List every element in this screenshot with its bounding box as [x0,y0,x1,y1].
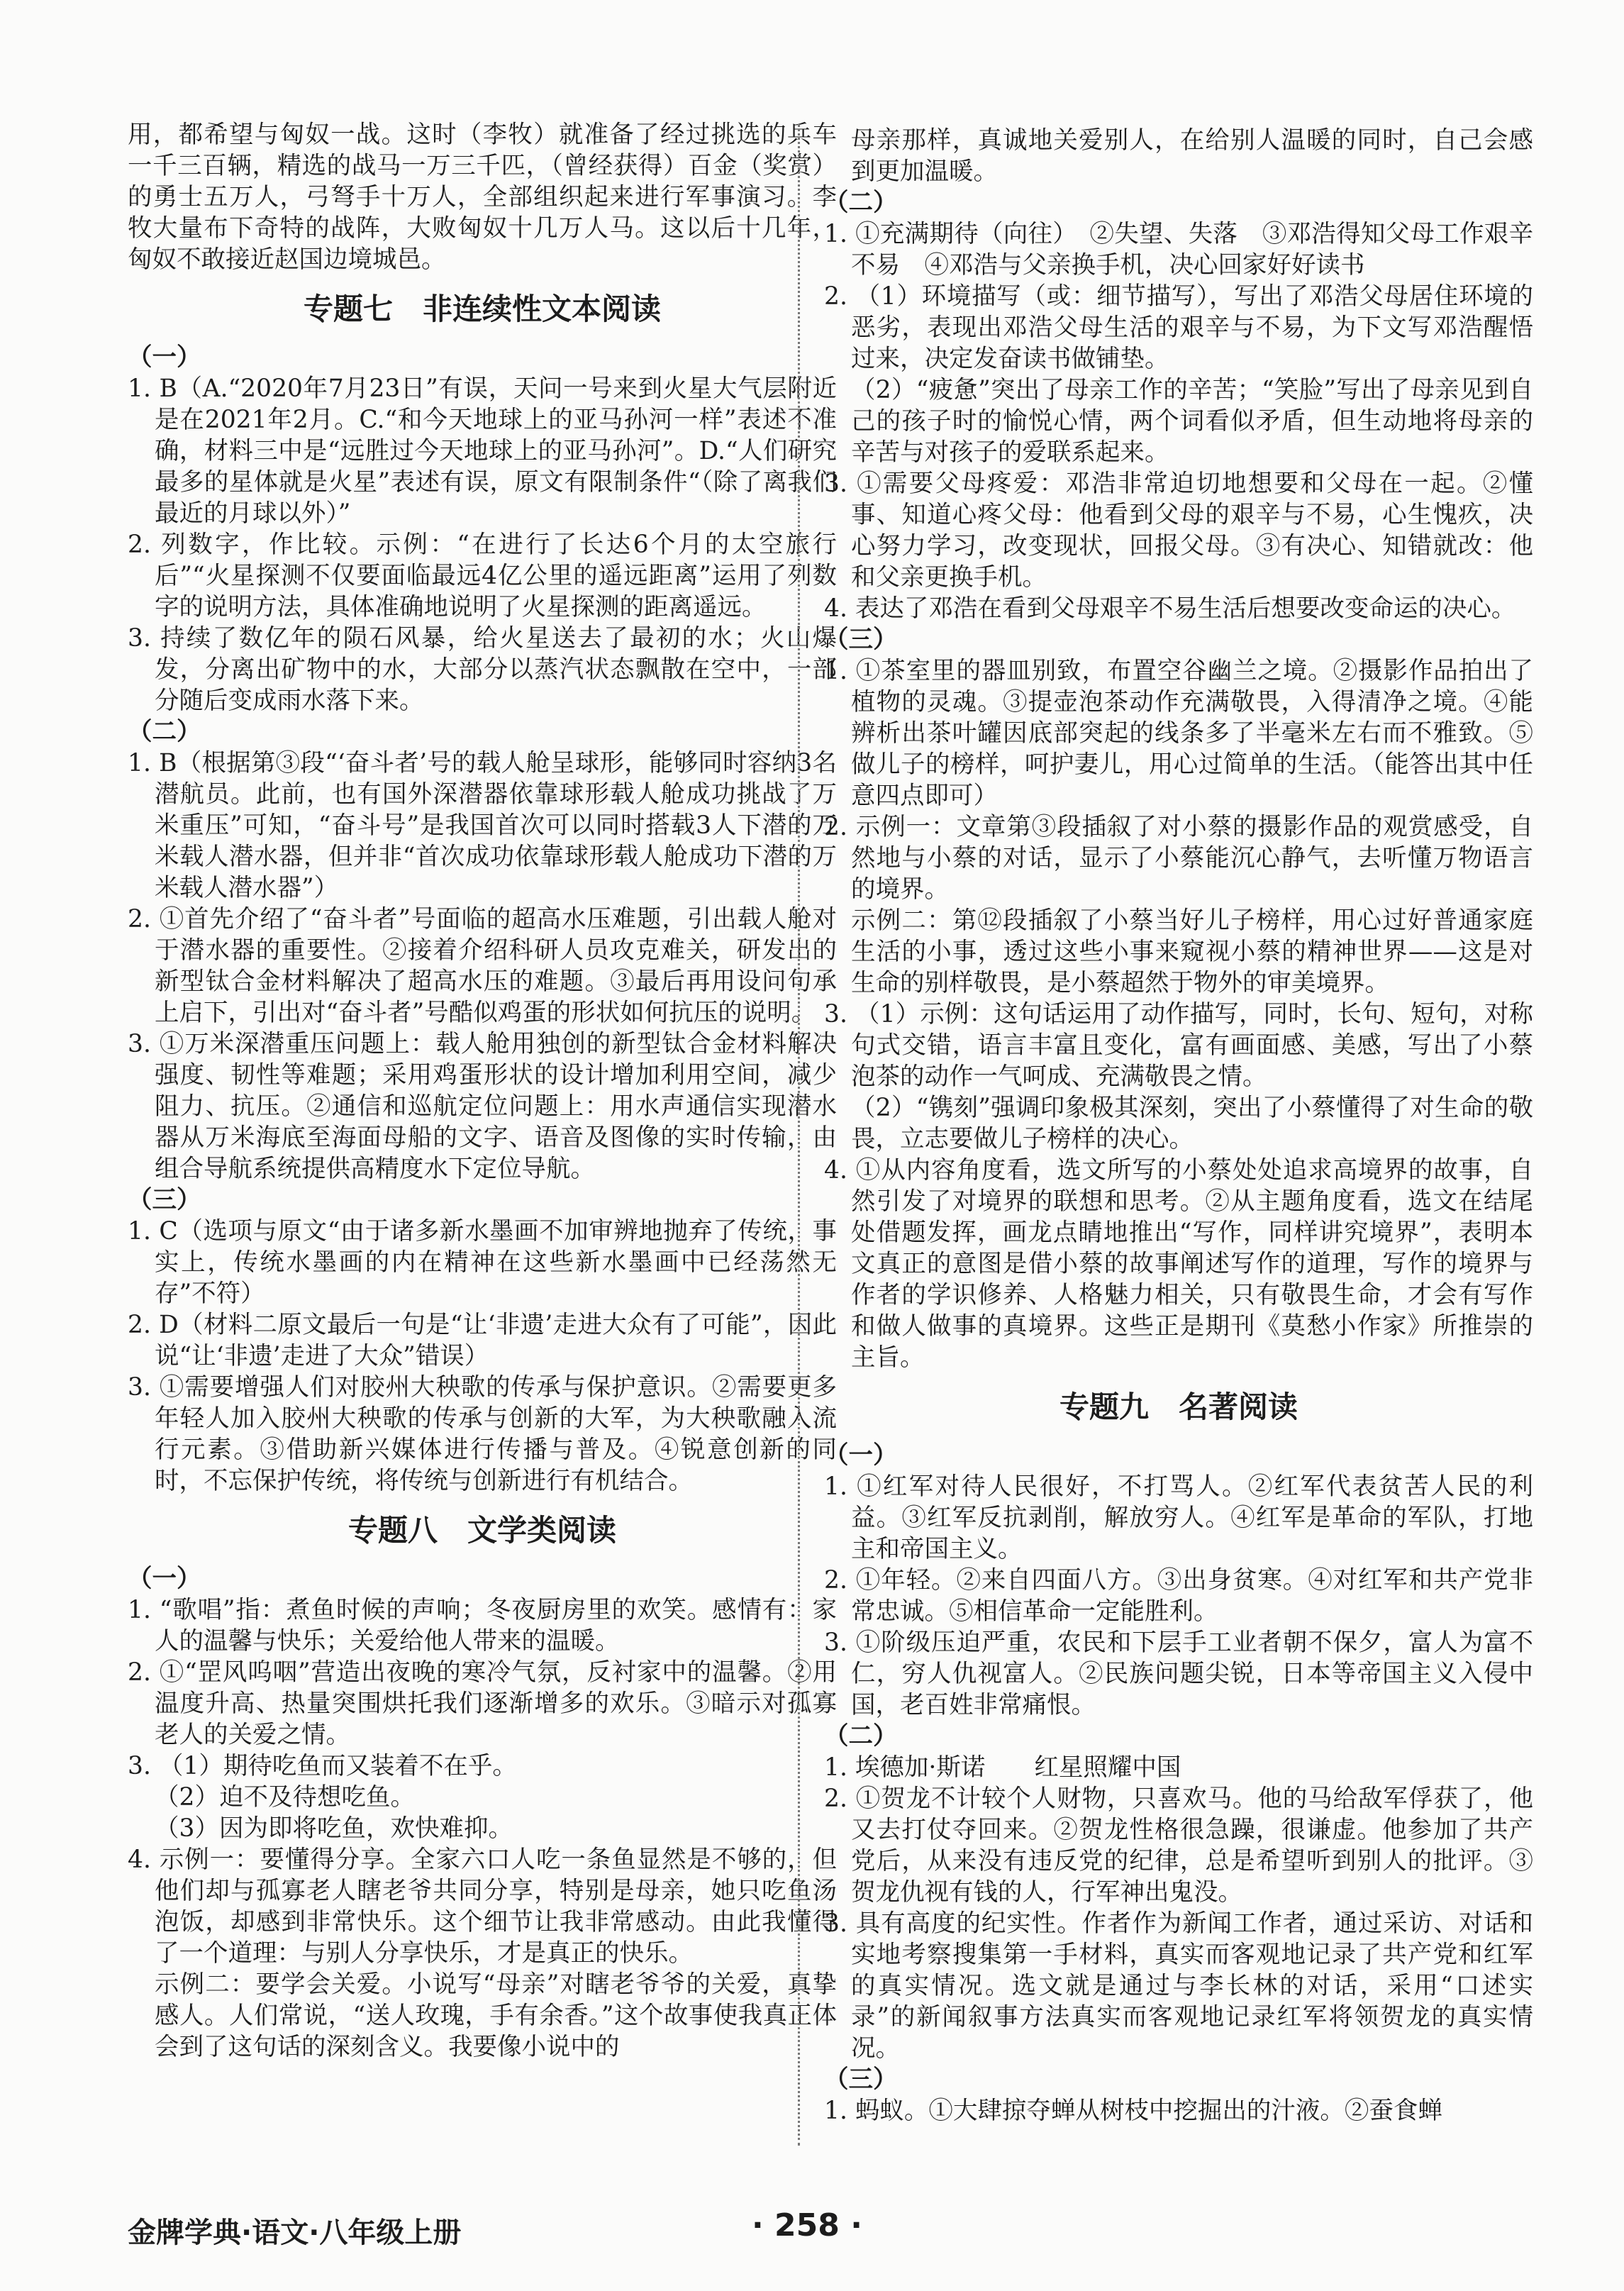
answer-item: 4. ①从内容角度看，选文所写的小蔡处处追求高境界的故事，自然引发了对境界的联想和思考。②从主题角度看，选文在结尾处借题发挥，画龙点睛地推出“写作，同样讲究境界”，表明本文真正的意图是借小蔡的故事阐述写作的道理，写作的境界与作者的学识修养、人格魅力相关，只有敬畏生命，才会有写作和做人做事的真境界。这些正是期刊《莫愁小作家》所推崇的主旨。 [824,1156,1533,1372]
part-label: （三） [128,1186,201,1214]
answer-item: 1. 埃德加·斯诺 红星照耀中国 [824,1753,1181,1782]
answer-item: 1. ①茶室里的器皿别致，布置空谷幽兰之境。②摄影作品拍出了植物的灵魂。③提壶泡茶动作充满敬畏，入得清净之境。④能辨析出茶叶罐因底部突起的线条多了半毫米左右而不雅致。⑤做儿子的榜样，呵护妻儿，用心过简单的生活。（能答出其中任意四点即可） [824,657,1533,810]
answer-item: 3. 具有高度的纪实性。作者作为新闻工作者，通过采访、对话和实地考察搜集第一手材料，真实而客观地记录了共产党和红军的真实情况。选文就是通过与李长林的对话，采用“口述实录”的新闻叙事方法真实而客观地记录红军将领贺龙的真实情况。 [824,1909,1533,2063]
answer-item: 2. D（材料二原文最后一句是“让‘非遗’走进大众有了可能”，因此说“让‘非遗’走进了大众”错误） [128,1311,837,1370]
answer-item: 3. （1）期待吃鱼而又装着不在乎。 [128,1752,517,1780]
part-label: （三） [824,626,898,654]
answer-item: 1. C（选项与原文“由于诸多新水墨画不加审辨地抛弃了传统，事实上，传统水墨画的内在精神在这些新水墨画中已经荡然无存”不符） [128,1217,837,1308]
footer-book-title: 金牌学典·语文·八年级上册 [128,2217,462,2249]
section-heading-8: 专题八 文学类阅读 [347,1513,616,1548]
answer-item: 3. ①需要增强人们对胶州大秧歌的传承与保护意识。②需要更多年轻人加入胶州大秧歌的传承与创新的大军，为大秧歌融入流行元素。③借助新兴媒体进行传播与普及。④锐意创新的同时，不忘保护传统，将传统与创新进行有机结合。 [128,1373,837,1495]
answer-item: 1. B（根据第③段“‘奋斗者’号的载人舱呈球形，能够同时容纳3名潜航员。此前，也有国外深潜器依靠球形载人舱成功挑战了万米重压”可知，“奋斗号”是我国首次可以同时搭载3人下潜的万米载人潜水器，但并非“首次成功依靠球形载人舱成功下潜的万米载人潜水器”） [128,749,837,902]
part-label: （一） [128,343,201,372]
part-label: （一） [824,1441,898,1470]
part-label: （二） [128,718,201,746]
column-divider [798,124,800,2146]
answer-item: （2）“镌刻”强调印象极其深刻，突出了小蔡懂得了对生命的敬畏，立志要做儿子榜样的决心。 [851,1094,1533,1153]
answer-item: 3. ①万米深潜重压问题上：载人舱用独创的新型钛合金材料解决强度、韧性等难题；采用鸡蛋形状的设计增加利用空间，减少阻力、抗压。②通信和巡航定位问题上：用水声通信实现潜水器从万米海底至海面母船的文字、语音及图像的实时传输，由组合导航系统提供高精度水下定位导航。 [128,1030,837,1183]
right-column [824,125,1533,2126]
answer-item: 3. （1）示例：这句话运用了动作描写，同时，长句、短句，对称句式交错，语言丰富且变化，富有画面感、美感，写出了小蔡泡茶的动作一气呵成、充满敬畏之情。 [824,1000,1533,1091]
answer-item: 1. 蚂蚁。①大肆掠夺蝉从树枝中挖掘出的汁液。②蚕食蝉 [824,2097,1442,2125]
left-column [128,119,837,2063]
section-heading-7: 专题七 非连续性文本阅读 [303,292,661,326]
answer-item: 3. 持续了数亿年的陨石风暴，给火星送去了最初的水；火山爆发，分离出矿物中的水，大部分以蒸汽状态飘散在空中，一部分随后变成雨水落下来。 [128,624,837,715]
part-label: （二） [824,1722,898,1751]
answer-item: 1. ①充满期待（向往） ②失望、失落 ③邓浩得知父母工作艰辛不易 ④邓浩与父亲换手机，决心回家好好读书 [824,220,1533,279]
answer-item: （3）因为即将吃鱼，欢快难抑。 [155,1814,513,1843]
answer-item: 4. 表达了邓浩在看到父母艰辛不易生活后想要改变命运的决心。 [824,594,1516,623]
answer-item: 1. ①红军对待人民很好，不打骂人。②红军代表贫苦人民的利益。③红军反抗剥削，解放穷人。④红军是革命的军队，打地主和帝国主义。 [824,1472,1533,1563]
section-heading-9: 专题九 名著阅读 [1059,1389,1298,1424]
part-label: （一） [128,1565,201,1593]
answer-item: 1. B（A.“2020年7月23日”有误，天问一号来到火星大气层附近是在2021年2月。C.“和今天地球上的亚马孙河一样”表述不准确，材料三中是“远胜过今天地球上的亚马孙河”。D.“人们研究最多的星体就是火星”表述有误，原文有限制条件“（除了离我们最近的月球以外）” [128,375,837,528]
answer-item: （2）“疲惫”突出了母亲工作的辛苦；“笑脸”写出了母亲见到自己的孩子时的愉悦心情，两个词看似矛盾，但生动地将母亲的辛苦与对孩子的爱联系起来。 [851,376,1533,467]
answer-item: 2. 示例一：文章第③段插叙了对小蔡的摄影作品的观赏感受，自然地与小蔡的对话，显示了小蔡能沉心静气，去听懂万物语言的境界。 [824,813,1533,904]
answer-item: 2. （1）环境描写（或：细节描写），写出了邓浩父母居住环境的恶劣，表现出邓浩父母生活的艰辛与不易，为下文写邓浩醒悟过来，决定发奋读书做铺垫。 [824,282,1533,373]
answer-item: 3. ①需要父母疼爱：邓浩非常迫切地想要和父母在一起。②懂事、知道心疼父母：他看到父母的艰辛与不易，心生愧疚，决心努力学习，改变现状，回报父母。③有决心、知错就改：他和父亲更换手机。 [824,470,1533,592]
part-label: （三） [824,2065,898,2094]
answer-item: 2. ①首先介绍了“奋斗者”号面临的超高水压难题，引出载人舱对于潜水器的重要性。②接着介绍科研人员攻克难关，研发出的新型钛合金材料解决了超高水压的难题。③最后再用设问句承上启下，引出对“奋斗者”号酷似鸡蛋的形状如何抗压的说明。 [128,905,837,1027]
answer-item: 2. 列数字，作比较。示例：“在进行了长达6个月的太空旅行后”“火星探测不仅要面临最远4亿公里的遥远距离”运用了列数字的说明方法，具体准确地说明了火星探测的距离遥远。 [128,531,837,621]
answer-item: 2. ①年轻。②来自四面八方。③出身贫寒。④对红军和共产党非常忠诚。⑤相信革命一定能胜利。 [824,1566,1533,1626]
answer-item: 2. ①“罡风呜咽”营造出夜晚的寒冷气氛，反衬家中的温馨。②用温度升高、热量突围烘托我们逐渐增多的欢乐。③暗示对孤寡老人的关爱之情。 [128,1658,837,1749]
answer-item: 示例二：第⑫段插叙了小蔡当好儿子榜样，用心过好普通家庭生活的小事，透过这些小事来窥视小蔡的精神世界——这是对生命的别样敬畏，是小蔡超然于物外的审美境界。 [851,906,1533,997]
continued-paragraph: 母亲那样，真诚地关爱别人，在给别人温暖的同时，自己会感到更加温暖。 [851,126,1533,186]
answer-item: 4. 示例一：要懂得分享。全家六口人吃一条鱼显然是不够的，但他们却与孤寡老人瞎老爷共同分享，特别是母亲，她只吃鱼汤泡饭，却感到非常快乐。这个细节让我非常感动。由此我懂得了一个道理：与别人分享快乐，才是真正的快乐。 [128,1846,837,1968]
part-label: （二） [824,189,898,217]
answer-item: 1. “歌唱”指：煮鱼时候的声响；冬夜厨房里的欢笑。感情有：家人的温馨与快乐；关爱给他人带来的温暖。 [128,1596,837,1655]
intro-paragraph: 用，都希望与匈奴一战。这时（李牧）就准备了经过挑选的兵车一千三百辆，精选的战马一万三千匹，（曾经获得）百金（奖赏）的勇士五万人，弓弩手十万人，全部组织起来进行军事演习。李牧大量布下奇特的战阵，大败匈奴十几万人马。这以后十几年，匈奴不敢接近赵国边境城邑。 [128,121,837,274]
page-number: · 258 · [752,2207,862,2243]
answer-item: 示例二：要学会关爱。小说写“母亲”对瞎老爷爷的关爱，真挚感人。人们常说，“送人玫瑰，手有余香。”这个故事使我真正体会到了这句话的深刻含义。我要像小说中的 [155,1970,837,2061]
answer-item: 3. ①阶级压迫严重，农民和下层手工业者朝不保夕，富人为富不仁，穷人仇视富人。②民族问题尖锐，日本等帝国主义入侵中国，老百姓非常痛恨。 [824,1629,1533,1719]
answer-item: 2. ①贺龙不计较个人财物，只喜欢马。他的马给敌军俘获了，他又去打仗夺回来。②贺龙性格很急躁，很谦虚。他参加了共产党后，从来没有违反党的纪律，总是希望听到别人的批评。③贺龙仇视有钱的人，行军神出鬼没。 [824,1785,1533,1907]
answer-item: （2）迫不及待想吃鱼。 [155,1783,415,1812]
